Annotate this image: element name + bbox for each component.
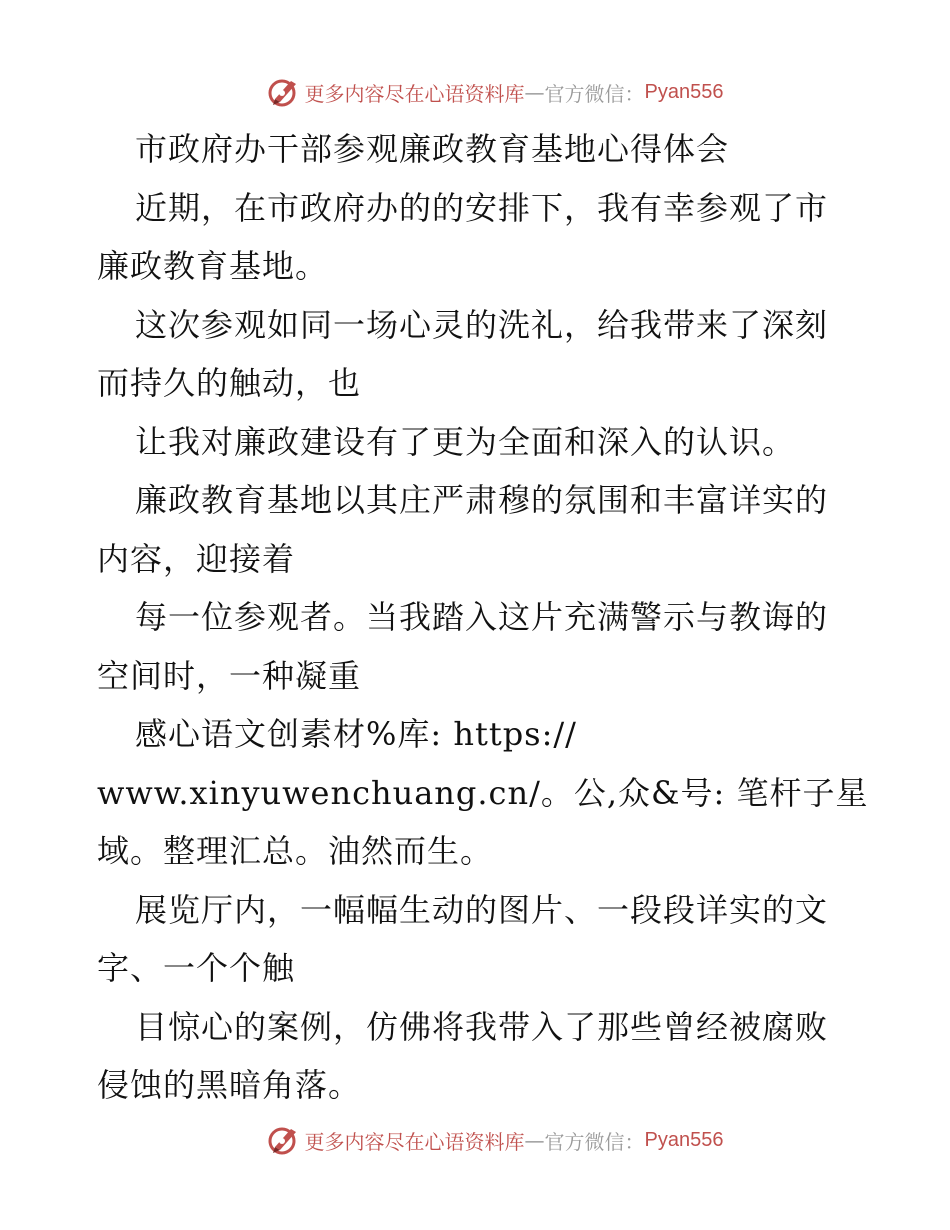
header-banner: [0, 72, 950, 112]
footer-banner-content: [267, 1123, 724, 1157]
footer-banner: [0, 1120, 950, 1160]
paragraph-line: 内容，迎接着: [97, 539, 296, 578]
paragraph-line: 展览厅内，一幅幅生动的图片、一段段详实的文: [135, 890, 829, 929]
paragraph-line: 空间时，一种凝重: [97, 656, 362, 695]
footer-banner-text: 更多内容尽在心语资料库: [304, 1129, 525, 1154]
paragraph-line: 每一位参观者。当我踏入这片充满警示与教诲的: [135, 598, 829, 636]
paragraph-line: 字、一个个触: [97, 949, 296, 987]
paragraph-line: 廉政教育基地以其庄严肃穆的氛围和丰富详实的: [135, 481, 829, 519]
paragraph-line: 让我对廉政建设有了更为全面和深入的认识。: [135, 422, 796, 461]
document-body: [97, 120, 869, 1115]
header-banner-text: 更多内容尽在心语资料库: [304, 81, 525, 106]
paragraph-line: 近期，在市政府办的的安排下，我有幸参观了市: [135, 188, 829, 227]
document-title: 市政府办干部参观廉政教育基地心得体会: [135, 130, 730, 168]
header-banner-content: [267, 75, 724, 109]
header-banner-separator: —: [524, 80, 545, 104]
footer-wechat-id: Pyan556: [644, 1128, 724, 1151]
footer-banner-separator: —: [524, 1128, 545, 1152]
header-wechat-label: 官方微信：: [544, 81, 645, 106]
pen-logo-icon: [267, 75, 301, 109]
paragraph-line: 侵蚀的黑暗角落。: [97, 1066, 362, 1104]
paragraph-line: 目惊心的案例，仿佛将我带入了那些曾经被腐败: [135, 1007, 829, 1046]
pen-logo-icon: [267, 1123, 301, 1157]
paragraph-line: 这次参观如同一场心灵的洗礼，给我带来了深刻: [135, 305, 829, 344]
header-wechat-id: Pyan556: [644, 80, 724, 103]
paragraph-line: 感心语文创素材%库: https://: [135, 715, 577, 753]
paragraph-line: 而持久的触动，也: [97, 364, 362, 402]
footer-wechat-label: 官方微信：: [544, 1129, 645, 1154]
paragraph-line: 廉政教育基地。: [97, 247, 329, 285]
paragraph-line: 域。整理汇总。油然而生。: [97, 832, 494, 870]
paragraph-line: www.xinyuwenchuang.cn/。公,众&号: 笔杆子星: [97, 773, 869, 812]
